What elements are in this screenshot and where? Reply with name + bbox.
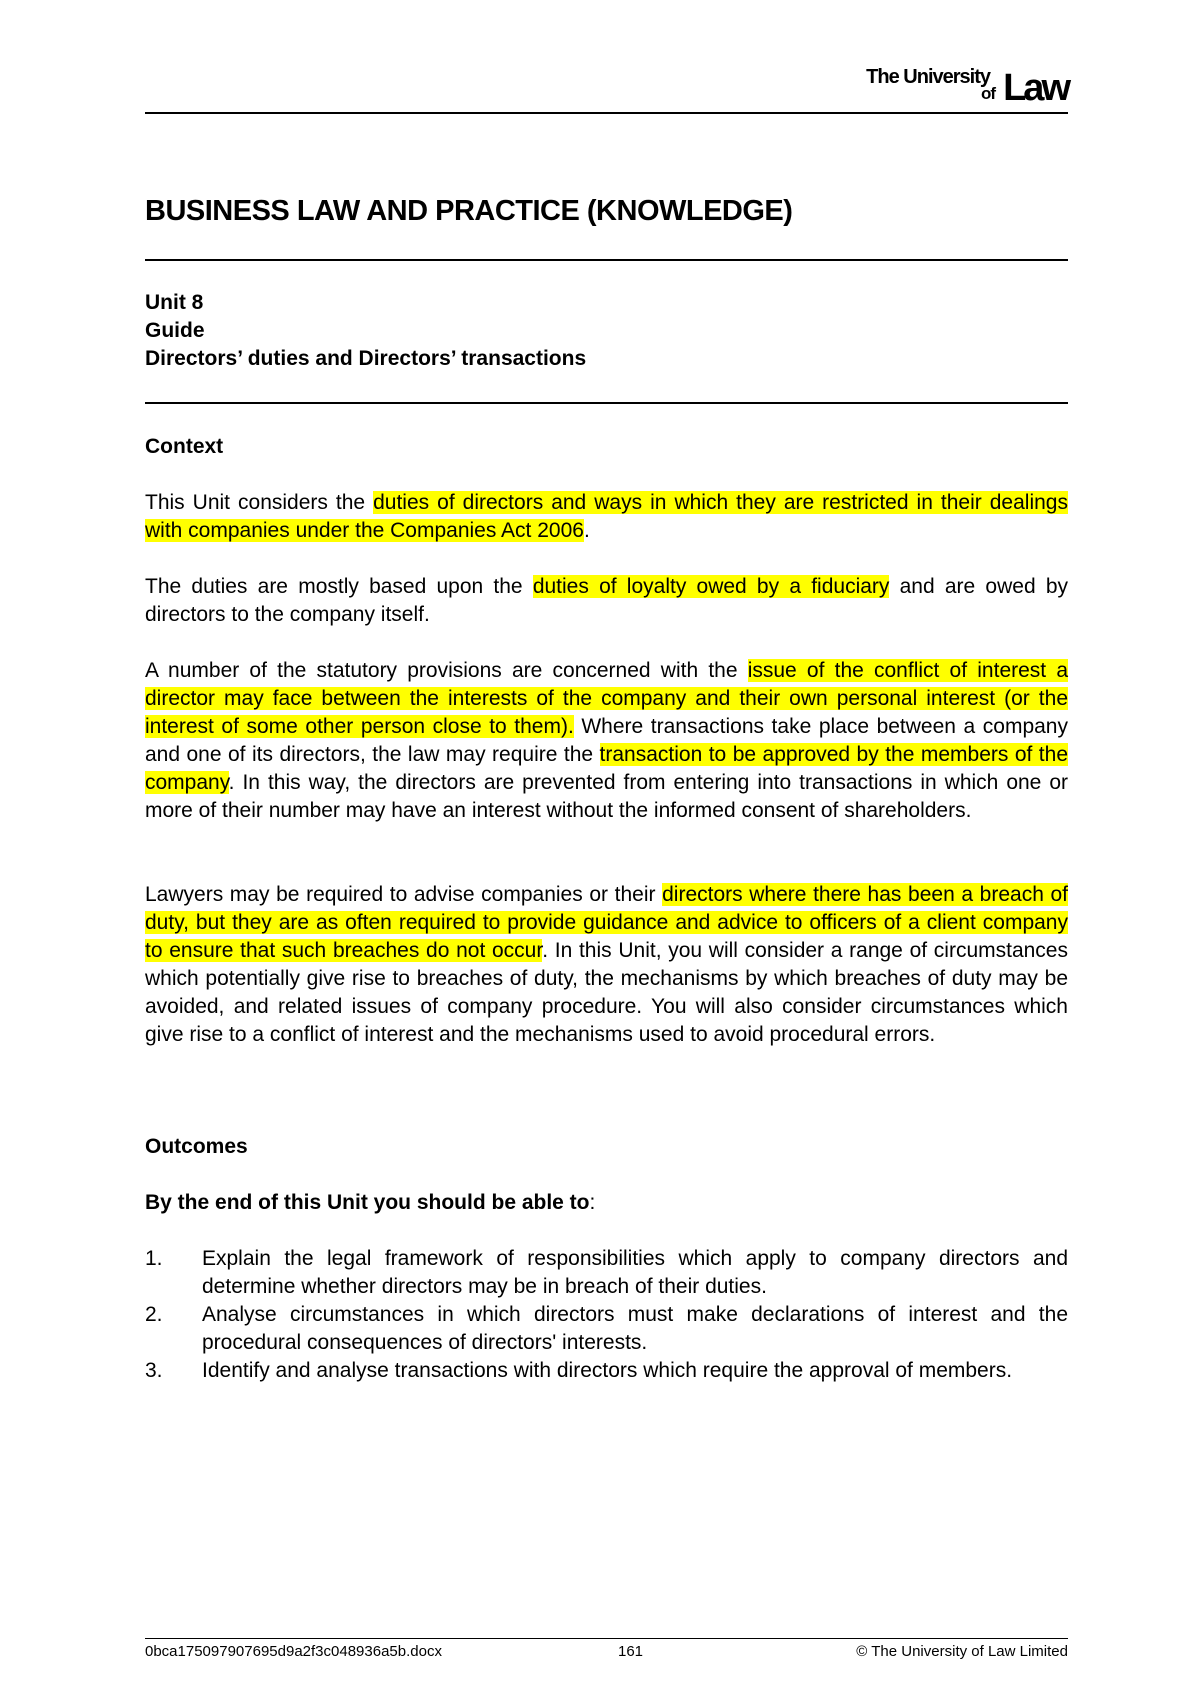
context-heading: Context: [145, 435, 224, 458]
university-logo: [858, 64, 1068, 112]
p1-text: This Unit considers the: [145, 491, 374, 514]
p2-text: The duties are mostly based upon the: [145, 575, 533, 598]
footer-divider: [145, 1638, 1068, 1639]
list-item: [145, 1245, 1068, 1301]
list-item-text: Identify and analyse transactions with directors which require the approval of members.: [202, 1359, 1013, 1382]
p3-text: A number of the statutory provisions are concerned with the: [145, 659, 748, 682]
document-title: BUSINESS LAW AND PRACTICE (KNOWLEDGE): [145, 195, 793, 227]
list-item-number: 2.: [145, 1303, 163, 1326]
footer-copyright: © The University of Law Limited: [856, 1643, 1068, 1660]
p1-highlight: duties of directors and ways in which they are restricted in their dealings with companies under the Companies Act 2006: [145, 491, 1068, 542]
unit-subtitle: Directors’ duties and Directors’ transactions: [145, 347, 587, 370]
p1-end: .: [583, 519, 590, 542]
list-item-number: 3.: [145, 1359, 163, 1382]
outcomes-intro-text: By the end of this Unit you should be able to: [145, 1191, 590, 1214]
logo-line-3: Law: [1003, 67, 1068, 109]
context-paragraph-2: [145, 573, 1068, 629]
header-divider: [145, 112, 1068, 114]
p4-text: Lawyers may be required to advise companies or their: [145, 883, 663, 906]
footer-page-number: 161: [618, 1643, 644, 1660]
context-paragraph-4: [145, 881, 1068, 1049]
logo-line-2: of: [980, 84, 995, 103]
guide-label: Guide: [145, 319, 205, 342]
p2-highlight: duties of loyalty owed by a fiduciary: [532, 575, 890, 598]
title-divider: [145, 259, 1068, 261]
context-paragraph-3: [145, 657, 1068, 825]
list-item: [145, 1301, 1068, 1357]
unit-label: Unit 8: [145, 291, 204, 314]
subtitle-divider: [145, 402, 1068, 404]
outcomes-intro: [145, 1189, 595, 1217]
p3-end: . In this way, the directors are prevented from entering into transactions in which one or more of their number may have an interest without the informed consent of shareholders.: [145, 771, 1068, 822]
logo-line-1: The University: [866, 66, 990, 88]
outcomes-heading: Outcomes: [145, 1135, 248, 1158]
p3-highlight-2: transaction to be approved by the members of the company: [145, 743, 1069, 794]
p3-highlight-1: issue of the conflict of interest a director may face between the interests of the company and their own personal interest (or the interest of some other person close to them).: [145, 659, 1068, 738]
context-paragraph-1: [145, 489, 1068, 545]
list-item-text: Explain the legal framework of responsibilities which apply to company directors and determine whether directors may be in breach of their duties.: [202, 1247, 1068, 1298]
list-item: [145, 1357, 1068, 1385]
list-item-number: 1.: [145, 1247, 163, 1270]
p4-highlight: directors where there has been a breach of duty, but they are as often required to provide guidance and advice to officers of a client company to ensure that such breaches do not occur: [145, 883, 1068, 962]
p4-end: . In this Unit, you will consider a range of circumstances which potentially give rise to breaches of duty, the mechanisms by which breaches of duty may be avoided, and related issues of company procedure. You will also consider circumstances which give rise to a conflict of interest and the mechanisms used to avoid procedural errors.: [145, 939, 1068, 1046]
footer-filename: 0bca175097907695d9a2f3c048936a5b.docx: [145, 1643, 442, 1660]
list-item-text: Analyse circumstances in which directors must make declarations of interest and the procedural consequences of directors' interests.: [202, 1303, 1068, 1354]
outcomes-list: [145, 1245, 1068, 1385]
outcomes-intro-colon: :: [589, 1191, 596, 1214]
p3-text-2: Where transactions take place between a company and one of its directors, the law may require the: [145, 715, 1068, 766]
p2-end: and are owed by directors to the company itself.: [145, 575, 1069, 626]
